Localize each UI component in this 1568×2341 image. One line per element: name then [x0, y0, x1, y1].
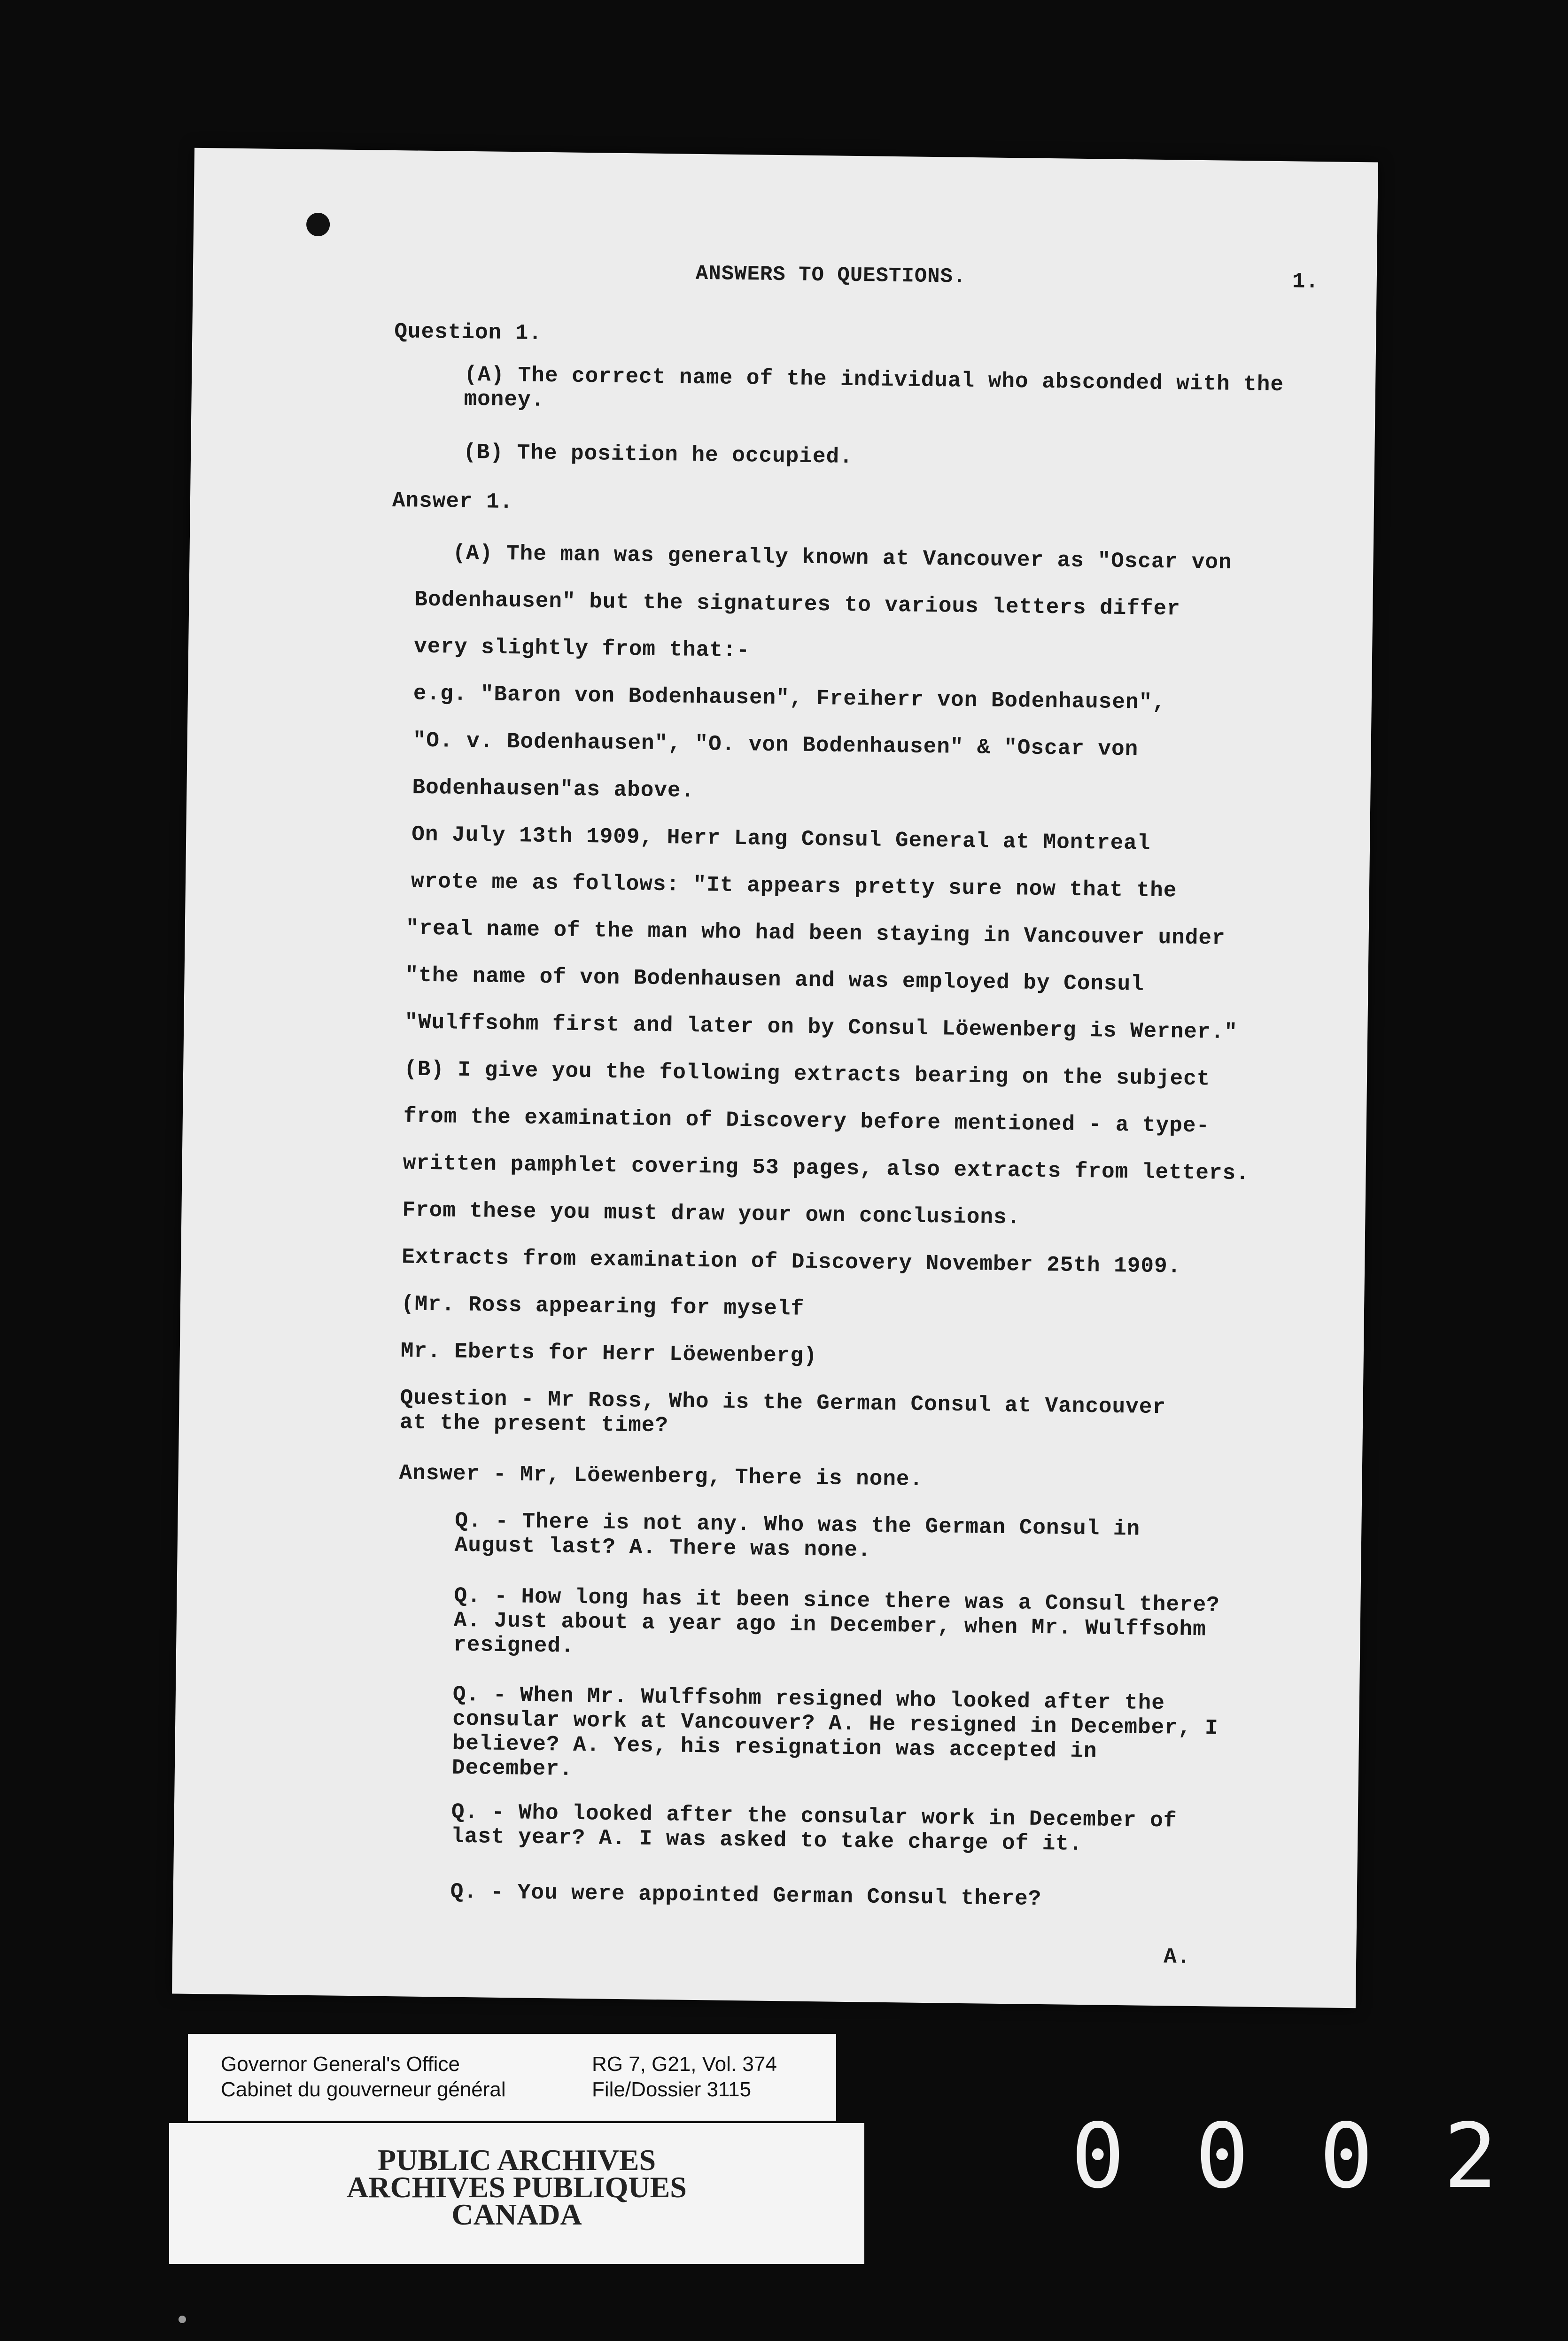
exam-qa-item: Q. - You were appointed German Consul there?	[450, 1879, 1042, 1912]
archive-label	[188, 2034, 836, 2121]
punch-hole	[306, 213, 330, 237]
answer-line: Mr. Eberts for Herr Löewenberg)	[400, 1339, 817, 1369]
question-heading: Question 1.	[394, 319, 543, 346]
answer-line: written pamphlet covering 53 pages, also extracts from letters.	[403, 1151, 1250, 1186]
archive-stamp	[169, 2123, 864, 2264]
answer-line: very slightly from that:-	[413, 634, 750, 663]
stamp-line-3: CANADA	[451, 2198, 582, 2231]
page-number: 1.	[1292, 269, 1320, 295]
file-reference: File/Dossier 3115	[592, 2078, 752, 2101]
frame-counter: 0002	[1071, 2104, 1568, 2208]
answer-line: e.g. "Baron von Bodenhausen", Freiherr von Bodenhausen",	[413, 681, 1166, 715]
answer-line: "the name of von Bodenhausen and was employed by Consul	[405, 963, 1145, 997]
answer-line: From these you must draw your own conclusions.	[402, 1198, 1021, 1230]
answer-line: (Mr. Ross appearing for myself	[401, 1292, 805, 1321]
stamp-line-1: PUBLIC ARCHIVES	[377, 2143, 656, 2177]
stamp-line-2: ARCHIVES PUBLIQUES	[347, 2170, 687, 2204]
dust-speck	[179, 2316, 186, 2323]
exam-qa-item: Q. - There is not any. Who was the German Consul in August last? A. There was none.	[454, 1508, 1141, 1563]
answer-line: from the examination of Discovery before mentioned - a type-	[403, 1104, 1210, 1139]
answer-heading: Answer 1.	[392, 488, 513, 515]
question-part-a: (A) The correct name of the individual who absconded with the money.	[464, 362, 1284, 412]
answer-line: "O. v. Bodenhausen", "O. von Bodenhausen" & "Oscar von	[412, 728, 1139, 762]
answer-line: Bodenhausen"as above.	[412, 775, 695, 803]
office-name-fr: Cabinet du gouverneur général	[221, 2078, 506, 2101]
exam-question: Question - Mr Ross, Who is the German Consul at Vancouver at the present time?	[399, 1386, 1166, 1438]
answer-line: "Wulffsohm first and later on by Consul Löewenberg is Werner."	[404, 1010, 1238, 1045]
answer-line: (B) I give you the following extracts bearing on the subject	[404, 1057, 1211, 1092]
answer-line: Bodenhausen" but the signatures to various letters differ	[414, 587, 1181, 621]
continuation-marker: A.	[1163, 1945, 1191, 1969]
page-title: ANSWERS TO QUESTIONS.	[695, 262, 966, 289]
office-name-en: Governor General's Office	[221, 2053, 460, 2076]
answer-line: "real name of the man who had been staying in Vancouver under	[405, 916, 1226, 951]
answer-line: On July 13th 1909, Herr Lang Consul General at Montreal	[411, 822, 1151, 856]
exam-qa-item: Q. - Who looked after the consular work in December of last year? A. I was asked to take charge of it.	[450, 1799, 1177, 1857]
answer-line: (A) The man was generally known at Vancouver as "Oscar von	[452, 541, 1232, 575]
exam-answer: Answer - Mr, Löewenberg, There is none.	[399, 1461, 924, 1492]
record-group-reference: RG 7, G21, Vol. 374	[592, 2053, 777, 2076]
exam-qa-item: Q. - When Mr. Wulffsohm resigned who looked after the consular work at Vancouver? A. He resigned in December, I believe? A. Yes, his resignation was accepted in December.	[451, 1682, 1219, 1782]
answer-line: wrote me as follows: "It appears pretty sure now that the	[411, 869, 1177, 903]
answer-line: Extracts from examination of Discovery November 25th 1909.	[401, 1245, 1181, 1279]
question-part-b: (B) The position he occupied.	[463, 440, 854, 469]
exam-qa-item: Q. - How long has it been since there was a Consul there? A. Just about a year ago in December, when Mr. Wulffsohm resigned.	[453, 1583, 1220, 1659]
document-page	[172, 148, 1378, 2008]
